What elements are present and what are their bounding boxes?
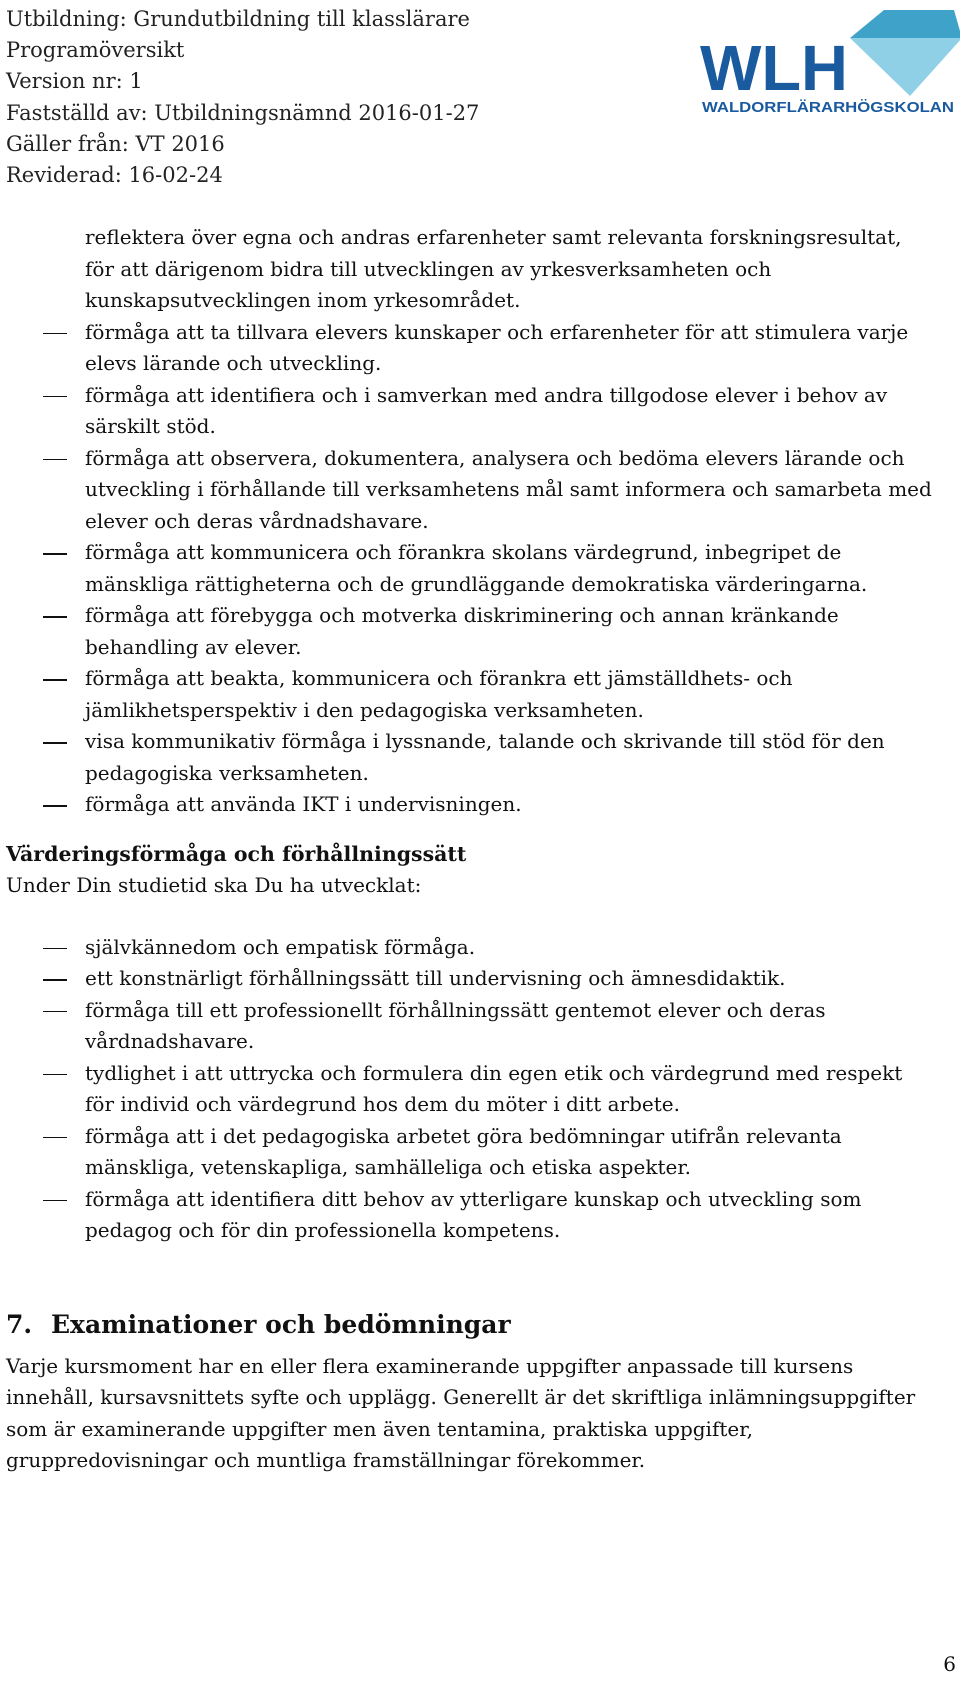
dash-bullet [43, 679, 67, 681]
list-item-text: förmåga att kommunicera och förankra skolans värdegrund, inbegripet de mänskliga rättigheterna och de grundläggande demokratiska värderingarna. [85, 540, 868, 596]
list-item [6, 963, 936, 995]
skills-list [6, 317, 936, 821]
dash-bullet [43, 616, 67, 618]
dash-bullet [43, 742, 67, 744]
dash-bullet [43, 396, 67, 398]
list-item [6, 600, 936, 663]
list-item-text: visa kommunikativ förmåga i lyssnande, talande och skrivande till stöd för den pedagogiska verksamheten. [85, 729, 885, 785]
list-item-text: tydlighet i att uttrycka och formulera din egen etik och värdegrund med respekt för individ och värdegrund hos dem du möter i ditt arbete. [85, 1060, 903, 1116]
spacer [6, 902, 936, 932]
list-item-text: förmåga att identifiera och i samverkan med andra tillgodose elever i behov av särskilt stöd. [85, 382, 888, 438]
section-title: Examinationer och bedömningar [51, 1309, 511, 1339]
list-item [6, 932, 936, 964]
page-number: 6 [943, 1652, 956, 1676]
dash-bullet [43, 979, 67, 981]
intro-text: Under Din studietid ska Du ha utvecklat: [6, 873, 422, 897]
list-item-text: förmåga till ett professionellt förhållningssätt gentemot elever och deras vårdnadshavare. [85, 997, 826, 1053]
values-list [6, 932, 936, 1247]
dash-bullet [43, 948, 67, 950]
list-item [6, 995, 936, 1058]
list-item [6, 1058, 936, 1121]
header-line-utbildning: Utbildning: Grundutbildning till klasslärare [6, 7, 470, 31]
dash-bullet [43, 333, 67, 335]
list-item [6, 663, 936, 726]
document-header [6, 4, 479, 191]
list-item [6, 1121, 936, 1184]
dash-bullet [43, 459, 67, 461]
continuation-paragraph: reflektera över egna och andras erfarenheter samt relevanta forskningsresultat, för att därigenom bidra till utvecklingen av yrkesverksamheten och kunskapsutvecklingen inom yrkesområdet. [85, 225, 902, 312]
document-body [6, 222, 936, 1477]
list-item [6, 537, 936, 600]
logo-subtitle: WALDORFLÄRARHÖGSKOLAN [702, 99, 954, 116]
list-item-text: ett konstnärligt förhållningssätt till undervisning och ämnesdidaktik. [85, 966, 786, 990]
dash-bullet [43, 1137, 67, 1139]
section-paragraph: Varje kursmoment har en eller flera examinerande uppgifter anpassade till kursens innehåll, kursavsnittets syfte och upplägg. Generellt är det skriftliga inlämningsuppgifter som är examinerande uppgifter men även tentamina, praktiska uppgifter, gruppredovisningar och muntliga framställningar förekommer. [6, 1353, 916, 1472]
list-item-text: självkännedom och empatisk förmåga. [85, 934, 476, 959]
dash-bullet [43, 1011, 67, 1013]
list-item-text: förmåga att förebygga och motverka diskriminering och annan kränkande behandling av elever. [85, 603, 839, 659]
list-item-text: förmåga att identifiera ditt behov av ytterligare kunskap och utveckling som pedagog och för din professionella kompetens. [85, 1186, 862, 1242]
subheading-vardering: Värderingsförmåga och förhållningssätt [6, 841, 467, 866]
header-line-galler-fran: Gäller från: VT 2016 [6, 131, 225, 156]
logo-wordmark: WLH [700, 32, 848, 104]
list-item [6, 443, 936, 538]
section-heading [6, 1309, 936, 1341]
list-item [6, 726, 936, 789]
dash-bullet [43, 1200, 67, 1202]
dash-bullet [43, 805, 67, 807]
header-line-programoversikt: Programöversikt [6, 38, 185, 63]
list-item-text: förmåga att observera, dokumentera, analysera och bedöma elevers lärande och utveckling i förhållande till verksamhetens mål samt informera och samarbeta med elever och deras vårdnadshavare. [85, 445, 932, 533]
list-item [6, 380, 936, 443]
header-line-faststalld: Fastställd av: Utbildningsnämnd 2016-01-27 [6, 100, 480, 125]
header-line-reviderad: Reviderad: 16-02-24 [6, 163, 223, 188]
wlh-logo-graphic [700, 4, 960, 122]
list-item [6, 1184, 936, 1247]
list-item-text: förmåga att använda IKT i undervisningen. [85, 792, 522, 816]
logo-triangle [850, 10, 960, 38]
list-item [6, 789, 936, 821]
list-item-text: förmåga att beakta, kommunicera och förankra ett jämställdhets- och jämlikhetsperspektiv i den pedagogiska verksamheten. [85, 666, 793, 722]
list-item-text: förmåga att ta tillvara elevers kunskaper och erfarenheter för att stimulera varje elevs lärande och utveckling. [85, 319, 909, 375]
logo-triangle-light [850, 38, 960, 96]
list-item-text: förmåga att i det pedagogiska arbetet göra bedömningar utifrån relevanta mänskliga, vetenskapliga, samhälleliga och etiska aspekter. [85, 1123, 842, 1179]
wlh-logo [700, 4, 960, 122]
list-item [6, 317, 936, 380]
dash-bullet [43, 553, 67, 555]
dash-bullet [43, 1074, 67, 1076]
header-line-version: Version nr: 1 [6, 69, 143, 94]
section-number: 7. [6, 1309, 33, 1339]
